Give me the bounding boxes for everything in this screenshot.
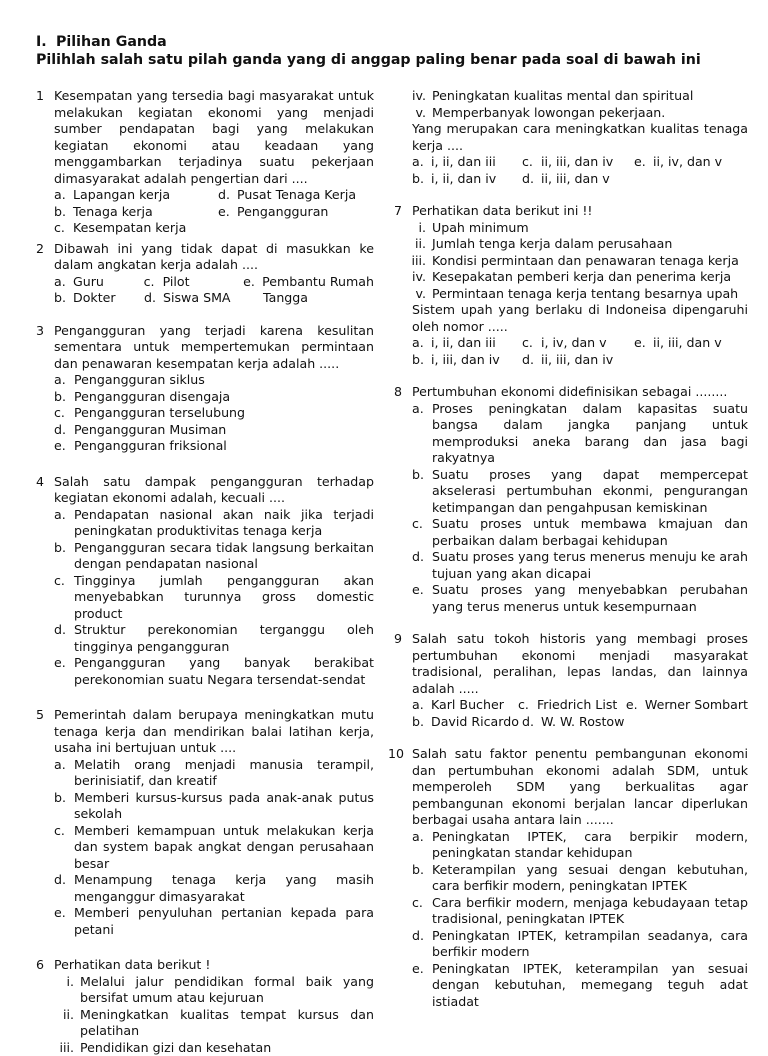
data-item: iii. Pendidikan gizi dan kesehatan — [54, 1040, 374, 1056]
question-6-continued — [388, 88, 748, 187]
option-e[interactable]: e. Pengangguran friksional — [54, 438, 374, 455]
data-item: i. Melalui jalur pendidikan formal baik yang bersifat umum atau kejuruan — [54, 974, 374, 1007]
option-a[interactable]: a. Peningkatan IPTEK, cara berpikir modern, peningkatan standar kehidupan — [412, 829, 748, 862]
option-a[interactable]: a. Karl Bucher — [412, 697, 518, 714]
option-c[interactable]: c. Kesempatan kerja — [54, 220, 186, 237]
question-prompt: Yang merupakan cara meningkatkan kualitas tenaga kerja .... — [406, 121, 748, 154]
option-e[interactable]: e. Pembantu Rumah — [243, 274, 374, 291]
option-b[interactable]: b. Pengangguran secara tidak langsung berkaitan dengan pendapatan nasional — [54, 540, 374, 573]
option-d[interactable]: d. Menampung tenaga kerja yang masih menganggur dimasyarakat — [54, 872, 374, 905]
option-e[interactable]: e. Peningkatan IPTEK, keterampilan yan sesuai dengan kebutuhan, memegang teguh adat istiadat — [412, 961, 748, 1011]
data-item: ii. Jumlah tenga kerja dalam perusahaan — [406, 236, 748, 253]
question-text: Kesempatan yang tersedia bagi masyarakat untuk melakukan kegiatan ekonomi yang menjadi sumber pendapatan bagi yang melakukan kegiatan ekonomi atau keadaan yang menggambarkan terjadinya suatu pekerjaan dimasyarakat adalah pengertian dari .... — [54, 88, 374, 187]
question-number: 10 — [388, 746, 404, 763]
option-c[interactable]: c. Friedrich List — [518, 697, 626, 714]
option-a[interactable]: a. i, ii, dan iii — [412, 154, 522, 171]
option-d[interactable]: d. W. W. Rostow — [522, 714, 624, 731]
data-item: iii. Kondisi permintaan dan penawaran tenaga kerja — [406, 253, 748, 270]
option-e[interactable]: e. Memberi penyuluhan pertanian kepada para petani — [54, 905, 374, 938]
section-title: Pilihan Ganda — [56, 34, 167, 50]
option-b[interactable]: b. Tenaga kerja — [54, 204, 218, 221]
question-text: Pengangguran yang terjadi karena kesulitan sementara untuk mempertemukan permintaan dan penawaran kesempatan kerja adalah ..... — [54, 323, 374, 373]
section-heading — [36, 34, 756, 51]
question-text: Salah satu dampak pengangguran terhadap kegiatan ekonomi adalah, kecuali .... — [54, 474, 374, 507]
question-number: 6 — [36, 957, 44, 974]
option-a[interactable]: a. Melatih orang menjadi manusia terampil, berinisiatif, dan kreatif — [54, 757, 374, 790]
option-b[interactable]: b. Keterampilan yang sesuai dengan kebutuhan, cara berfikir modern, peningkatan IPTEK — [412, 862, 748, 895]
option-d[interactable]: d. Struktur perekonomian terganggu oleh tingginya pengangguran — [54, 622, 374, 655]
option-e[interactable]: e. ii, iii, dan v — [634, 335, 722, 352]
option-row — [406, 154, 748, 171]
question-number: 1 — [36, 88, 44, 105]
option-a[interactable]: a. Pengangguran siklus — [54, 372, 374, 389]
option-row — [412, 714, 748, 731]
right-column — [388, 88, 748, 1010]
option-b[interactable]: b. David Ricardo — [412, 714, 522, 731]
option-e[interactable]: e. Pengangguran — [218, 204, 328, 221]
data-item: ii. Meningkatkan kualitas tempat kursus dan pelatihan — [54, 1007, 374, 1040]
option-b[interactable]: b. Pengangguran disengaja — [54, 389, 374, 406]
option-e[interactable]: e. Pengangguran yang banyak berakibat perekonomian suatu Negara tersendat-sendat — [54, 655, 374, 688]
question-10 — [388, 746, 748, 1010]
option-row — [54, 187, 374, 204]
option-row — [54, 290, 374, 307]
question-6 — [36, 957, 374, 1056]
data-item: i. Upah minimum — [406, 220, 748, 237]
question-number: 7 — [394, 203, 402, 220]
question-number: 3 — [36, 323, 44, 340]
option-a[interactable]: a. i, ii, dan iii — [412, 335, 522, 352]
question-text: Salah satu tokoh historis yang membagi proses pertumbuhan ekonomi menjadi masyarakat tradisional, peralihan, lepas landas, dan lainnya adalah ..... — [412, 631, 748, 697]
option-row — [412, 335, 748, 352]
question-prompt: Sistem upah yang berlaku di Indoneisa dipengaruhi oleh nomor ..... — [412, 302, 748, 335]
data-item: iv. Peningkatan kualitas mental dan spiritual — [406, 88, 748, 105]
option-c[interactable]: c. ii, iii, dan iv — [522, 154, 634, 171]
option-b[interactable]: b. Memberi kursus-kursus pada anak-anak putus sekolah — [54, 790, 374, 823]
question-text: Pemerintah dalam berupaya meningkatkan mutu tenaga kerja dan mendirikan balai latihan kerja, usaha ini bertujuan untuk .... — [54, 707, 374, 757]
question-text: Salah satu faktor penentu pembangunan ekonomi dan pertumbuhan ekonomi adalah SDM, untuk memperoleh SDM yang berkualitas agar pembangunan ekonomi berjalan lancar diperlukan berbagai usaha antara lain ....... — [412, 746, 748, 829]
option-c[interactable]: c. Cara berfikir modern, menjaga kebudayaan tetap tradisional, peningkatan IPTEK — [412, 895, 748, 928]
option-c[interactable]: c. Memberi kemampuan untuk melakukan kerja dan system bapak angkat dengan perusahaan besar — [54, 823, 374, 873]
option-d[interactable]: d. Pengangguran Musiman — [54, 422, 374, 439]
option-c[interactable]: c. Pilot — [144, 274, 244, 291]
option-row — [412, 352, 748, 369]
option-c[interactable]: c. Tingginya jumlah pengangguran akan menyebabkan turunnya gross domestic product — [54, 573, 374, 623]
data-item: v. Memperbanyak lowongan pekerjaan. — [406, 105, 748, 122]
option-row — [54, 274, 374, 291]
data-item: v. Permintaan tenaga kerja tentang besarnya upah — [406, 286, 748, 303]
option-d[interactable]: d. Siswa SMA — [144, 290, 263, 307]
question-number: 2 — [36, 241, 44, 258]
option-row — [54, 220, 374, 237]
question-8 — [388, 384, 748, 615]
instruction-text: Pilihlah salah satu pilah ganda yang di anggap paling benar pada soal di bawah ini — [36, 52, 756, 69]
question-9 — [388, 631, 748, 730]
option-b[interactable]: b. Suatu proses yang dapat mempercepat akselerasi pertumbuhan ekonmi, pengurangan ketimpangan dan pengahpusan kemiskinan — [412, 467, 748, 517]
option-e[interactable]: e. Werner Sombart — [626, 697, 748, 714]
question-2 — [36, 241, 374, 307]
option-e-continued: Tangga — [263, 290, 308, 307]
data-item: iv. Kesepakatan pemberi kerja dan penerima kerja — [406, 269, 748, 286]
question-text: Perhatikan data berikut ! — [54, 957, 374, 974]
option-e[interactable]: e. ii, iv, dan v — [634, 154, 722, 171]
option-row — [406, 171, 748, 188]
option-d[interactable]: d. Suatu proses yang terus menerus menuju ke arah tujuan yang akan dicapai — [412, 549, 748, 582]
option-b[interactable]: b. i, iii, dan iv — [412, 352, 522, 369]
left-column — [36, 88, 374, 1056]
option-d[interactable]: d. ii, iii, dan v — [522, 171, 610, 188]
question-7 — [388, 203, 748, 368]
question-4 — [36, 474, 374, 689]
page-header — [36, 34, 756, 69]
option-a[interactable]: a. Pendapatan nasional akan naik jika terjadi peningkatan produktivitas tenaga kerja — [54, 507, 374, 540]
option-e[interactable]: e. Suatu proses yang menyebabkan perubahan yang terus menerus untuk kesempurnaan — [412, 582, 748, 615]
option-c[interactable]: c. Suatu proses untuk membawa kmajuan dan perbaikan dalam berbagai kehidupan — [412, 516, 748, 549]
option-d[interactable]: d. Peningkatan IPTEK, ketrampilan seadanya, cara berfikir modern — [412, 928, 748, 961]
question-text: Pertumbuhan ekonomi didefinisikan sebagai ........ — [412, 384, 748, 401]
question-number: 5 — [36, 707, 44, 724]
section-number: I. — [36, 34, 56, 51]
option-c[interactable]: c. i, iv, dan v — [522, 335, 634, 352]
option-d[interactable]: d. ii, iii, dan iv — [522, 352, 613, 369]
option-b[interactable]: b. Dokter — [54, 290, 144, 307]
option-a[interactable]: a. Lapangan kerja — [54, 187, 218, 204]
question-number: 4 — [36, 474, 44, 491]
question-3 — [36, 323, 374, 455]
option-row — [54, 204, 374, 221]
question-text: Perhatikan data berikut ini !! — [412, 203, 748, 220]
option-a[interactable]: a. Proses peningkatan dalam kapasitas suatu bangsa dalam jangka panjang untuk memproduksi aneka barang dan jasa bagi rakyatnya — [412, 401, 748, 467]
option-b[interactable]: b. i, ii, dan iv — [412, 171, 522, 188]
option-row — [412, 697, 748, 714]
question-number: 9 — [394, 631, 402, 648]
option-d[interactable]: d. Pusat Tenaga Kerja — [218, 187, 356, 204]
question-5 — [36, 707, 374, 938]
question-number: 8 — [394, 384, 402, 401]
question-1 — [36, 88, 374, 237]
option-c[interactable]: c. Pengangguran terselubung — [54, 405, 374, 422]
option-a[interactable]: a. Guru — [54, 274, 144, 291]
question-text: Dibawah ini yang tidak dapat di masukkan ke dalam angkatan kerja adalah .... — [54, 241, 374, 274]
